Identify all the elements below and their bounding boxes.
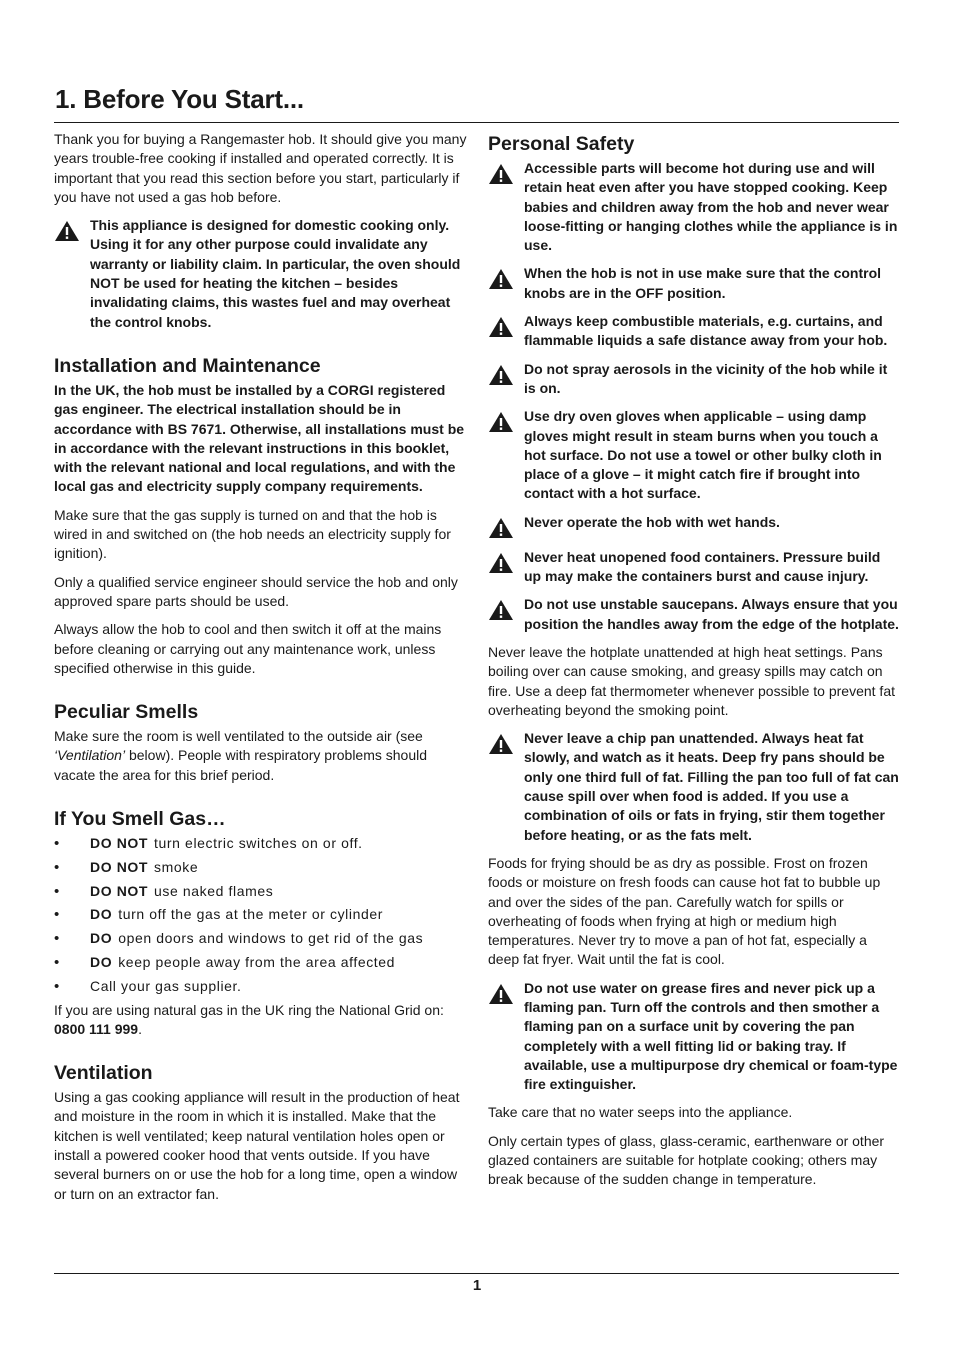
item-text: Call your gas supplier. [90, 977, 242, 994]
warning-triangle-icon [488, 595, 524, 621]
page-number: 1 [472, 1277, 482, 1294]
warning-notice [488, 159, 900, 255]
intro-paragraph: Thank you for buying a Rangemaster hob. It should give you many years trouble-free cooking if installed and operated correctly. It is important that you read this section before you start, particularly if you have not used a gas hob before. [54, 131, 467, 205]
warning-triangle-icon [488, 979, 524, 1005]
warning-text: Accessible parts will become hot during use and will retain heat even after you have stopped cooking. Keep babies and children away from the hob and never wear loose-fitting or hanging clothes while the appliance is in use. [524, 160, 898, 254]
warning-text: Do not use unstable saucepans. Always ensure that you position the handles away from the edge of the hotplate. [524, 596, 899, 632]
water-paragraph: Take care that no water seeps into the appliance. [488, 1104, 793, 1121]
smells-text: below). People with respiratory problems should vacate the area for this brief period. [54, 747, 428, 783]
ventilation-paragraph: Using a gas cooking appliance will result in the production of heat and moisture in the room in which it is installed. Make that the kitchen is well ventilated; keep natural ventilation holes open or install a powered cooker hood that vents outside. If you have several burners on or use the hob for a long time, open a window or turn on an extractor fan. [54, 1089, 460, 1202]
title-divider [54, 122, 899, 123]
bullet: • [54, 906, 60, 924]
item-text: keep people away from the area affected [118, 954, 396, 970]
keyword: DO NOT [90, 882, 149, 899]
warning-notice [488, 979, 900, 1095]
item-text: use naked flames [154, 882, 274, 899]
warning-text: Do not use water on grease fires and never pick up a flaming pan. Turn off the controls and then smother a flaming pan on a surface unit by covering the pan completely with a well fitting lid or baking tray. If available, use a multipurpose dry chemical or foam-type fire extinguisher. [524, 979, 898, 1093]
smells-text: Make sure the room is well ventilated to the outside air (see [54, 728, 423, 745]
warning-text: Never heat unopened food containers. Pressure build up may make the containers burst and cause injury. [524, 548, 881, 585]
glass-paragraph: Only certain types of glass, glass-ceramic, earthenware or other glazed containers are suitable for hotplate cooking; others may break because of the sudden change in temperature. [488, 1132, 885, 1188]
natural-gas-text: If you are using natural gas in the UK ring the National Grid on: [54, 1001, 444, 1018]
warning-triangle-icon [488, 312, 524, 338]
warning-text: Always keep combustible materials, e.g. curtains, and flammable liquids a safe distance away from your hob. [524, 313, 888, 349]
warning-triangle-icon [488, 729, 524, 755]
natural-gas-paragraph [54, 1001, 468, 1040]
installation-paragraph: Make sure that the gas supply is turned on and that the hob is wired in and switched on (the hob needs an electricity supply for ignition). [54, 506, 451, 562]
ventilation-heading: Ventilation [54, 1062, 153, 1085]
bullet: • [54, 954, 60, 971]
warning-text: Never operate the hob with wet hands. [524, 513, 780, 530]
warning-triangle-icon [488, 407, 524, 433]
warning-notice [54, 216, 468, 332]
warning-text: Use dry oven gloves when applicable – using damp gloves might result in steam burns when you touch a hot surface. Do not use a towel or other bulky cloth in place of a glove – it might catch fire if brought into contact with a hot surface. [524, 408, 882, 502]
list-item [54, 953, 468, 972]
installation-requirements: In the UK, the hob must be installed by a CORGI registered gas engineer. The electrical installation should be in accordance with BS 7671. Otherwise, all installations must be in accordance with the relevant instructions in this booklet, with the relevant national and local regulations, and with the local gas and electricity supply company requirements. [54, 381, 465, 495]
gas-heading: If You Smell Gas… [54, 808, 226, 831]
installation-paragraph: Always allow the hob to cool and then switch it off at the mains before cleaning or carrying out any maintenance work, unless specified otherwise in this guide. [54, 621, 442, 676]
keyword: DO [90, 906, 113, 923]
bullet: • [54, 930, 60, 948]
warning-notice [488, 513, 900, 539]
warning-notice [488, 312, 900, 351]
smells-paragraph [54, 727, 468, 785]
warning-notice [488, 407, 900, 503]
list-item [54, 977, 468, 996]
keyword: DO NOT [90, 835, 149, 852]
punctuation: . [138, 1020, 142, 1037]
item-text: turn electric switches on or off. [154, 835, 363, 852]
list-item [54, 858, 468, 877]
warning-text: Do not spray aerosols in the vicinity of the hob while it is on. [524, 360, 888, 396]
warning-notice [488, 360, 900, 399]
item-text: open doors and windows to get rid of the gas [118, 930, 424, 947]
list-item [54, 834, 468, 853]
item-text: turn off the gas at the meter or cylinder [118, 906, 384, 923]
item-text: smoke [154, 858, 199, 875]
ventilation-reference: ‘Ventilation’ [54, 747, 126, 764]
warning-triangle-icon [488, 159, 524, 185]
frying-paragraph: Foods for frying should be as dry as possible. Frost on frozen foods or moisture on fresh foods can cause hot fat to bubble up and over the sides of the pan. Carefully watch for spills or overheating of foods when frying at high or medium high temperatures. Never try to move a pan of hot fat, especially a deep fat fryer. Wait until the fat is cool. [488, 854, 881, 968]
warning-text: When the hob is not in use make sure that the control knobs are in the OFF position. [524, 265, 882, 301]
warning-notice [488, 264, 900, 303]
left-column [54, 130, 468, 1213]
keyword: DO [90, 954, 113, 970]
safety-heading: Personal Safety [488, 133, 635, 155]
bullet: • [54, 977, 60, 995]
installation-heading: Installation and Maintenance [54, 354, 321, 377]
warning-notice [488, 729, 900, 845]
warning-notice [488, 595, 900, 634]
bullet: • [54, 882, 60, 900]
bullet: • [54, 835, 60, 853]
phone-number: 0800 111 999 [54, 1020, 139, 1037]
installation-paragraph: Only a qualified service engineer should service the hob and only approved spare parts should be used. [54, 573, 458, 609]
keyword: DO NOT [90, 858, 149, 875]
page-title: 1. Before You Start... [55, 84, 304, 114]
warning-text: This appliance is designed for domestic cooking only. Using it for any other purpose could invalidate any warranty or liability claim. In particular, the oven should NOT be used for heating the kitchen – besides invalidating claims, this wastes fuel and may overheat the control knobs. [90, 217, 461, 330]
list-item [54, 929, 468, 948]
warning-triangle-icon [54, 216, 90, 242]
list-item [54, 905, 468, 924]
footer-divider [54, 1273, 899, 1274]
gas-instructions-list [54, 834, 468, 996]
right-column [488, 130, 900, 1199]
warning-triangle-icon [488, 513, 524, 539]
warning-text: Never leave a chip pan unattended. Always heat fat slowly, and watch as it heats. Deep fry pans should be only one third full of fat. Filling the pan too full of fat can cause spill over when food is added. If you use a combination of oils or fats in frying, stir them together before heating, or as the fats melt. [524, 730, 899, 843]
warning-triangle-icon [488, 548, 524, 574]
hotplate-paragraph: Never leave the hotplate unattended at high heat settings. Pans boiling over can cause smoking, and greasy spills may catch on fire. Use a deep fat thermometer whenever possible to prevent fat overheating beyond the smoking point. [488, 643, 895, 718]
smells-heading: Peculiar Smells [54, 701, 199, 724]
keyword: DO [90, 930, 113, 947]
warning-notice [488, 548, 900, 587]
list-item [54, 882, 468, 901]
warning-triangle-icon [488, 360, 524, 386]
warning-triangle-icon [488, 264, 524, 290]
bullet: • [54, 858, 60, 876]
